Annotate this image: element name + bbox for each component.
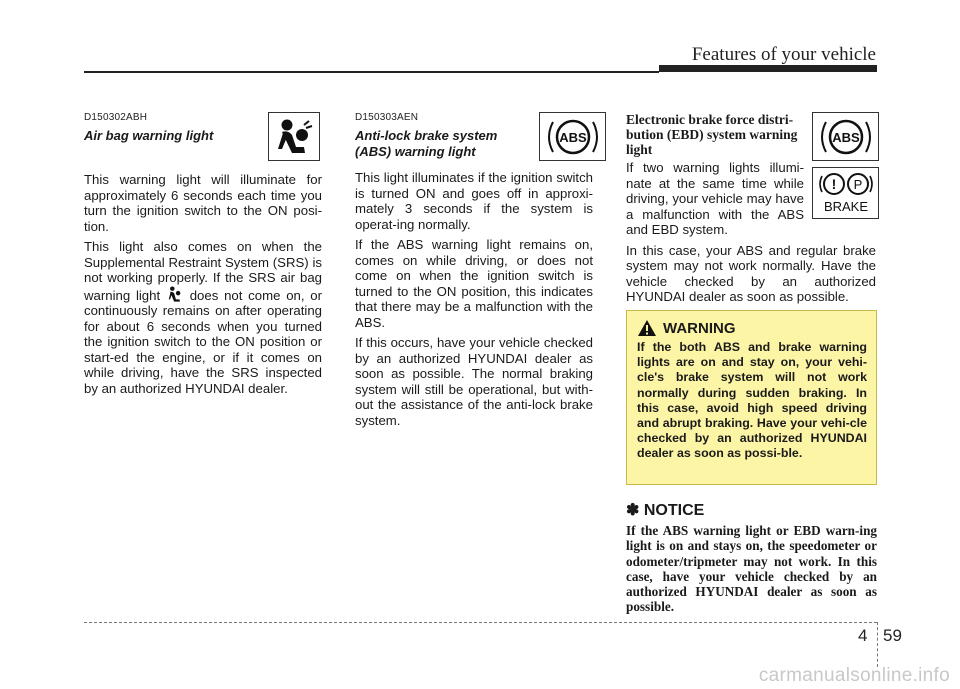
abs-warning-icon [543,116,603,158]
abs-warning-icon [816,116,876,158]
abs-icon-label: ABS [558,129,587,145]
chapter-number: 4 [858,626,868,645]
warning-title: WARNING [663,319,736,337]
section-heading-line2: (ABS) warning light [355,144,476,159]
section-code: D150302ABH [84,112,148,123]
airbag-para-2-after: does not come on, or continuously remains on after operating for about 6 seconds when you turned the ignition switch to the ON position or start-ed the engine, or if it comes on while driving, have the SRS inspected by an authorized HYUNDAI dealer. [84,287,323,396]
section-heading-line1: Anti-lock brake system [355,128,498,143]
page-header-title: Features of your vehicle [691,44,876,65]
brake-icon-label: BRAKE [823,199,868,214]
warning-box [626,310,877,485]
ebd-heading-line1: Electronic brake force distri- [626,112,794,127]
abs-para-2: If the ABS warning light remains on, comes on while driving, or does not come on when the ignition switch is turned to the ON position, this indicates that there may be a malfunction with the ABS. [355,237,593,330]
brake-icon-box [812,167,879,219]
abs-para-1: This light illuminates if the ignition switch is turned ON and goes off in approxi-mately 3 seconds if the system is operat-ing normally. [355,170,593,232]
ebd-para-1: If two warning lights illumi-nate at the same time while driving, your vehicle may have a malfunction with the ABS and EBD system. [626,160,804,237]
airbag-icon-box [268,112,320,161]
airbag-warning-icon [274,118,314,156]
notice-text: If the ABS warning light or EBD warn-ing light is on and stays on, the speedometer or odometer/tripmeter may not work. In this case, have your vehicle checked by an authorized HYUNDAI dealer as soon as possible. [626,523,877,615]
warning-title-row [637,319,867,337]
airbag-para-2-before: This light also comes on when the Supplemental Restraint System (SRS) is not working properly. If the SRS air bag warning light [84,239,322,303]
ebd-heading-line3: light [626,142,653,157]
notice-section [626,500,877,615]
airbag-para-1: This warning light will illuminate for approximately 6 seconds each time you turn the ignition switch to the ON posi-tion. [84,172,322,234]
brake-icon-mark1: ! [831,176,836,192]
abs-icon-box [539,112,606,161]
notice-title: ✽ NOTICE [626,502,705,519]
warning-text: If the both ABS and brake warning lights are on and stay on, your vehi-cle's brake system will not work normally during sudden braking. In this case, avoid high speed driving and abrupt braking. Have your vehi-cle checked by an authorized HYUNDAI dealer as soon as possi-ble. [637,340,867,461]
watermark-text: carmanualsonline.info [758,665,950,686]
footer-divider [877,622,878,667]
ebd-heading-line2: bution (EBD) system warning [626,127,798,142]
section-code: D150303AEN [355,112,419,123]
ebd-abs-icon-box [812,112,879,161]
page-number: 59 [883,626,902,645]
airbag-warning-icon [166,286,184,303]
footer-rule [84,622,877,623]
airbag-para-2 [84,239,322,396]
abs-para-3: If this occurs, have your vehicle checked by an authorized HYUNDAI dealer as soon as possible. The normal braking system will still be operational, but with-out the assistance of the anti-lock brake system. [355,335,593,428]
header-rule-thin [84,71,659,73]
brake-warning-icon [816,170,876,216]
warning-triangle-icon [637,319,657,337]
abs-icon-label: ABS [831,129,860,145]
section-heading: Air bag warning light [84,128,214,143]
ebd-para-2: In this case, your ABS and regular brake system may not work normally. Have the vehicle checked by an authorized HYUNDAI dealer as soon as possible. [626,242,876,304]
header-rule-thick [659,65,877,72]
brake-icon-mark2: P [853,177,862,192]
